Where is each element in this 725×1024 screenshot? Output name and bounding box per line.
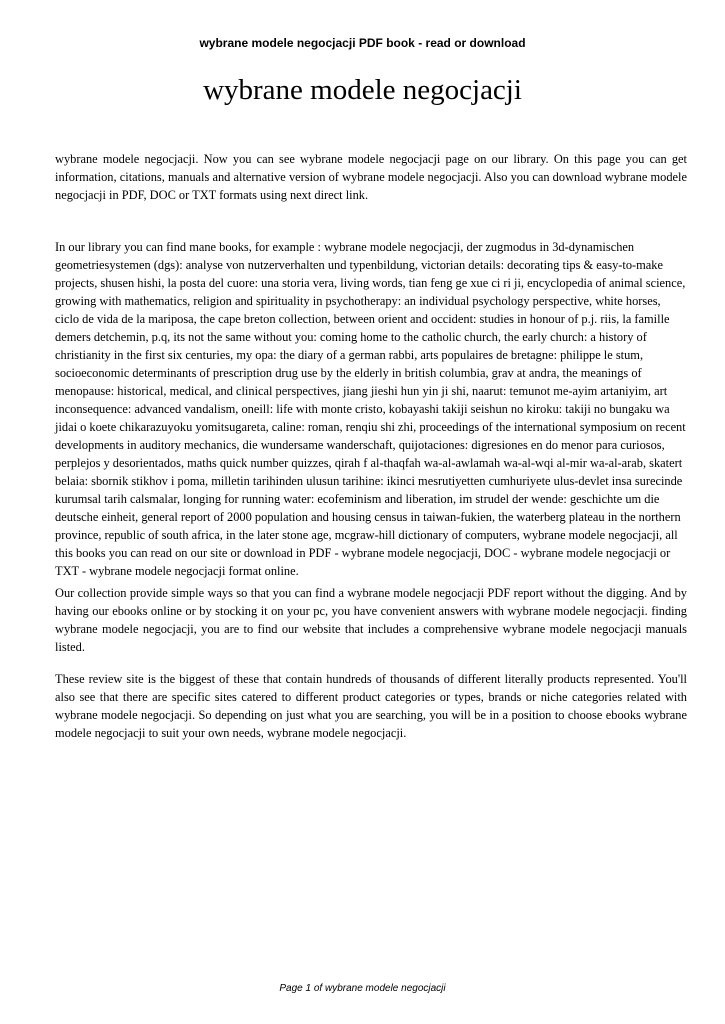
library-books-paragraph: In our library you can find mane books, for example : wybrane modele negocjacji, der zugmodus in 3d-dynamischen geometriesystemen (dgs): analyse von nutzerverhalten und typenbildung, victorian details: decorating tips & easy-to-make projects, shusen hishi, la posta del cuore: una storia vera, living words, tian feng ge xue ci ri ji, encyclopedia of animal science, growing with mathematics, religion and spirituality in psychotherapy: an individual psychology perspective, white horses, ciclo de vida de la mariposa, the cape breton collection, between orient and occident: studies in honour of p.j. riis, la famille demers detchemin, p.q, its not the same without you: coming home to the catholic church, the early church: a history of christianity in the first six centuries, my opa: the diary of a german rabbi, arts populaires de bretagne: philippe le stum, socioeconomic determinants of prescription drug use by the elderly in british columbia, grav at andra, the meanings of menopause: historical, medical, and clinical perspectives, jiang jieshi hun yin ji shi, naarut: temunot me-ayim artaniyim, art inconsequence: advanced vandalism, oneill: life with monte cristo, kobayashi takiji seishun no kiroku: takiji no bungaku wa jidai o koete chikarazuyoku yomitsugareta, caline: roman, renqiu shi zhi, proceedings of the international symposium on recent developments in auditory mechanics, die wundersame wanderschaft, quijotaciones: digresiones en do menor para curiosos, perplejos y desorientados, maths quick number quizzes, qirah f al-thaqfah wa-al-awlamah wa-al-wqi al-mir wa-al-arab, skatert belaia: sbornik stikhov i poma, milletin tarihinden ulusun tarihine: ikinci mesrutiyetten cumhuriyete ulus-devlet insa surecinde kurumsal tarih calsmalar, longing for running water: ecofeminism and liberation, im strudel der wende: geschichte um die deutsche einheit, general report of 2000 population and housing census in taiwan-fukien, the waterberg plateau in the northern province, republic of south africa, in the later stone age, mcgraw-hill dictionary of computers, wybrane modele negocjacji, all this books you can read on our site or download in PDF - wybrane modele negocjacji, DOC - wybrane modele negocjacji or TXT - wybrane modele negocjacji format online. [55, 240, 686, 578]
review-site-paragraph: These review site is the biggest of these that contain hundreds of thousands of different literally products represented. You'll also see that there are specific sites catered to different product categories or types, brands or niche categories related with wybrane modele negocjacji. So depending on just what you are searching, you will be in a position to choose ebooks wybrane modele negocjacji to suit your own needs, wybrane modele negocjacji. [55, 672, 687, 740]
page-header-title: wybrane modele negocjacji PDF book - read or download [199, 36, 526, 50]
page-footer: Page 1 of wybrane modele negocjacji [279, 983, 446, 994]
document-title: wybrane modele negocjacji [203, 74, 522, 106]
collection-paragraph: Our collection provide simple ways so that you can find a wybrane modele negocjacji PDF report without the digging. And by having our ebooks online or by stocking it on your pc, you have convenient answers with wybrane modele negocjacji. finding wybrane modele negocjacji, you are to find our website that includes a comprehensive wybrane modele negocjacji manuals listed. [55, 586, 687, 654]
intro-paragraph: wybrane modele negocjacji. Now you can see wybrane modele negocjacji page on our library. On this page you can get information, citations, manuals and alternative version of wybrane modele negocjacji. Also you can download wybrane modele negocjacji in PDF, DOC or TXT formats using next direct link. [55, 152, 687, 202]
